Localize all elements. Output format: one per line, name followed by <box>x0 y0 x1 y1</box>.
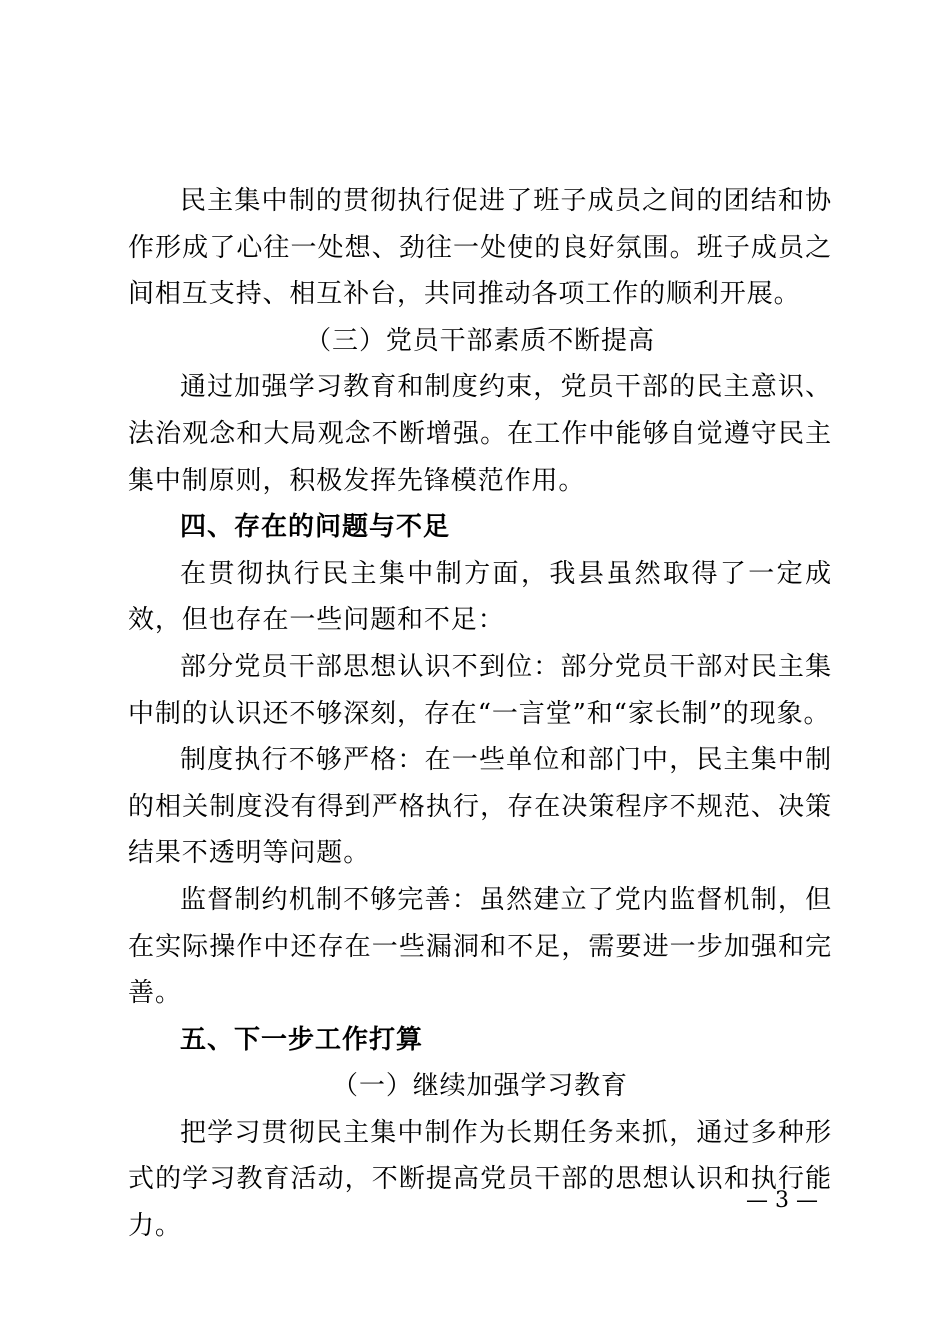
heading-next-steps: 五、下一步工作打算 <box>180 1024 424 1055</box>
paragraph-problems-intro: 在贯彻执行民主集中制方面，我县虽然取得了一定成效，但也存在一些问题和不足： <box>128 558 832 636</box>
paragraph-problem-supervision: 监督制约机制不够完善：虽然建立了党内监督机制，但在实际操作中还存在一些漏洞和不足，需要进一步加强和完善。 <box>128 884 832 1009</box>
paragraph-quality: 通过加强学习教育和制度约束，党员干部的民主意识、法治观念和大局观念不断增强。在工作中能够自觉遵守民主集中制原则，积极发挥先锋模范作用。 <box>128 372 832 496</box>
subheading-quality: （三）党员干部素质不断提高 <box>305 325 655 356</box>
page-number: — 3 — <box>746 1188 818 1213</box>
paragraph-unity: 民主集中制的贯彻执行促进了班子成员之间的团结和协作形成了心往一处想、劲往一处使的良好氛围。班子成员之间相互支持、相互补台，共同推动各项工作的顺利开展。 <box>128 186 832 310</box>
paragraph-study: 把学习贯彻民主集中制作为长期任务来抓，通过多种形式的学习教育活动，不断提高党员干部的思想认识和执行能力。 <box>128 1117 832 1242</box>
heading-problems: 四、存在的问题与不足 <box>180 512 451 543</box>
subheading-study: （一）继续加强学习教育 <box>332 1071 628 1102</box>
paragraph-problem-execution: 制度执行不够严格：在一些单位和部门中，民主集中制的相关制度没有得到严格执行，存在决策程序不规范、决策结果不透明等问题。 <box>128 745 832 869</box>
body-text <box>128 178 832 1250</box>
paragraph-problem-awareness: 部分党员干部思想认识不到位：部分党员干部对民主集中制的认识还不够深刻，存在“一言堂”和“家长制”的现象。 <box>128 651 832 729</box>
